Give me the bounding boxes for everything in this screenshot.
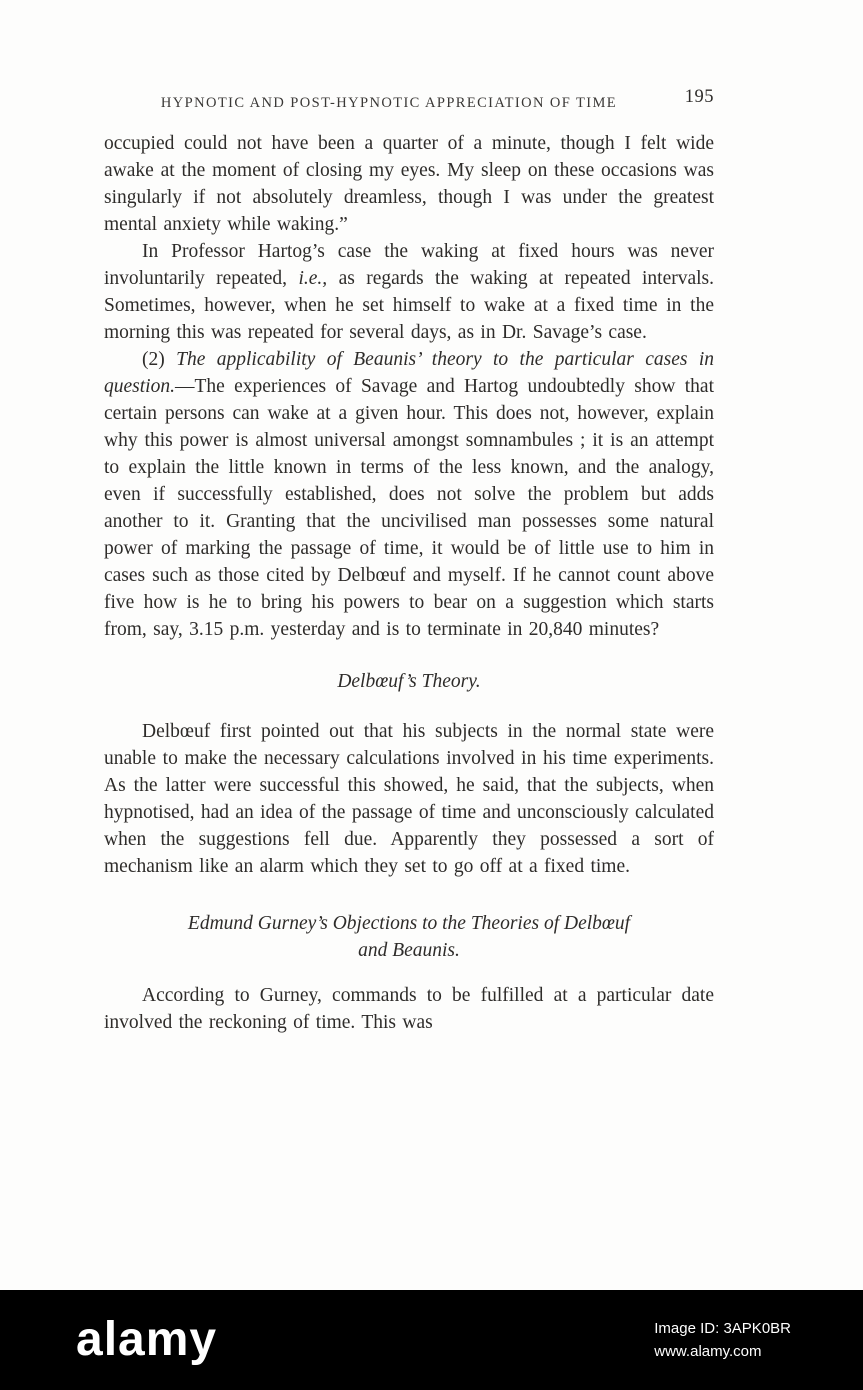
watermark-bar — [0, 1290, 863, 1390]
paragraph-applicability-number: (2) — [142, 349, 177, 370]
running-head-title: HYPNOTIC AND POST-HYPNOTIC APPRECIATION OF TIME — [160, 95, 618, 111]
section-heading-gurney-line2: and Beaunis. — [358, 940, 460, 961]
paragraph-continuation: occupied could not have been a quarter of a minute, though I felt wide awake at the moment of closing my eyes. My sleep on these occasions was singularly if not absolutely dreamless, though I was under the greatest mental anxiety while waking.” — [104, 133, 714, 235]
paragraph-applicability-rest: —The experiences of Savage and Hartog undoubtedly show that certain persons can wake at a given hour. This does not, however, explain why this power is almost universal amongst somnambules ; it is an attempt to explain the little known in terms of the less known, and the analogy, even if successfully established, does not solve the problem but adds another to it. Granting that the uncivilised man possesses some natural power of marking the passage of time, it would be of little use to him in cases such as those cited by Delbœuf and myself. If he cannot count above five how is he to bring his powers to bear on a suggestion which starts from, say, 3.15 p.m. yesterday and is to terminate in 20,840 minutes? — [104, 376, 714, 640]
paragraph-applicability — [104, 346, 714, 643]
watermark-info — [654, 1317, 791, 1363]
paragraph-gurney: According to Gurney, commands to be fulfilled at a particular date involved the reckoning of time. This was — [104, 985, 714, 1033]
alamy-url: www.alamy.com — [654, 1343, 762, 1360]
section-heading-delboeuf-theory: Delbœuf’s Theory. — [337, 671, 481, 692]
image-id: Image ID: 3APK0BR — [654, 1320, 791, 1337]
section-heading-gurney-objections — [104, 910, 714, 964]
running-head — [104, 88, 714, 114]
paragraph-delboeuf: Delbœuf first pointed out that his subjects in the normal state were unable to make the necessary calculations involved in his time experiments. As the latter were successful this showed, he said, that the subjects, when hypnotised, had an idea of the passage of time and unconsciously calculated when the suggestions fell due. Apparently they possessed a sort of mechanism like an alarm which they set to go off at a fixed time. — [104, 721, 714, 877]
section-heading-gurney-line1: Edmund Gurney’s Objections to the Theories of Delbœuf — [187, 913, 631, 934]
page-content — [104, 88, 714, 1036]
paragraph-hartog — [104, 238, 714, 346]
alamy-logo: alamy — [76, 1313, 218, 1366]
paragraph-hartog-text-c: as regards the waking at repeated intervals. Sometimes, however, when he set himself to wake at a fixed time in the morning this was repeated for several days, as in Dr. Savage’s case. — [104, 268, 714, 343]
paragraph-hartog-text-a: In Professor Hartog’s case the waking at fixed hours was never involuntarily repeated, — [104, 241, 714, 289]
page-number: 195 — [684, 87, 714, 107]
paragraph-hartog-ie: i.e., — [298, 268, 328, 289]
paragraph-applicability-italic-lead: The applicability of Beaunis’ theory to the particular cases in question. — [104, 349, 714, 397]
